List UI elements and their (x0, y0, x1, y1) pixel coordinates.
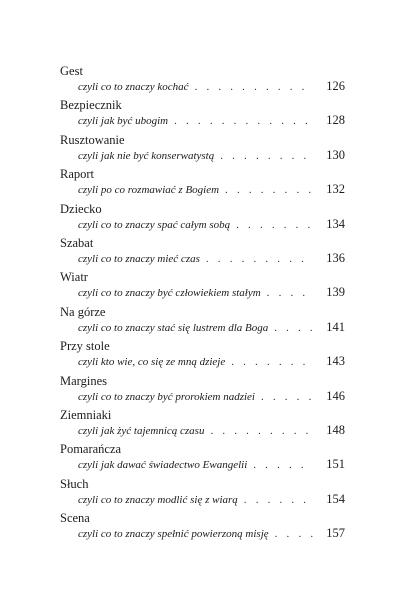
toc-entry[interactable] (60, 98, 345, 132)
entry-subtitle: czyli jak dawać świadectwo Ewangelii (78, 459, 248, 472)
dot-leader (174, 114, 313, 129)
toc-entry[interactable] (60, 64, 345, 98)
entry-subline (78, 113, 345, 128)
entry-subline (78, 354, 345, 369)
entry-subtitle: czyli co to znaczy stać się lustrem dla Boga (78, 321, 269, 334)
entry-subline (78, 285, 345, 300)
dot-leader (206, 252, 313, 267)
dot-leader (275, 527, 313, 542)
toc-entry[interactable] (60, 374, 345, 408)
dot-leader (274, 321, 313, 336)
entry-title: Margines (60, 373, 107, 388)
entry-subline (78, 320, 345, 335)
entry-subtitle: czyli co to znaczy być człowiekiem stałym (78, 287, 261, 300)
entry-title: Bezpiecznik (60, 98, 122, 113)
page-number: 146 (326, 388, 345, 403)
entry-subline (78, 389, 345, 404)
entry-subline (78, 251, 345, 266)
entry-subline (78, 182, 345, 197)
page-number: 126 (326, 79, 345, 93)
page-number: 154 (326, 491, 345, 506)
page-number: 151 (326, 457, 345, 472)
entry-title: Dziecko (60, 201, 102, 216)
toc-entry[interactable] (60, 202, 345, 236)
entry-title: Rusztowanie (60, 132, 125, 147)
entry-subline (78, 492, 345, 507)
entry-title: Ziemniaki (60, 407, 112, 422)
dot-leader (195, 80, 313, 95)
entry-subtitle: czyli jak żyć tajemnicą czasu (78, 424, 205, 437)
page-number: 141 (326, 319, 345, 334)
dot-leader (210, 424, 313, 439)
toc-entry[interactable] (60, 167, 345, 201)
entry-subline (78, 457, 345, 472)
toc-entry[interactable] (60, 236, 345, 270)
dot-leader (225, 183, 313, 198)
toc-entry[interactable] (60, 442, 345, 476)
entry-subline (78, 217, 345, 232)
page-number: 143 (326, 354, 345, 369)
entry-subtitle: czyli co to znaczy modlić się z wiarą (78, 493, 238, 506)
entry-subtitle: czyli co to znaczy kochać (78, 81, 189, 93)
dot-leader (253, 458, 313, 473)
entry-subtitle: czyli co to znaczy być prorokiem nadziei (78, 390, 255, 403)
toc-entry[interactable] (60, 133, 345, 167)
entry-title: Raport (60, 167, 95, 182)
entry-title: Na górze (60, 304, 106, 319)
entry-subline (78, 79, 345, 94)
entry-subline (78, 423, 345, 438)
entry-title: Szabat (60, 235, 94, 250)
page-number: 157 (326, 526, 345, 541)
entry-subline (78, 148, 345, 163)
page-number: 132 (326, 182, 345, 197)
dot-leader (261, 390, 313, 405)
entry-title: Słuch (60, 476, 89, 491)
entry-title: Scena (60, 511, 90, 526)
entry-subline (78, 526, 345, 541)
toc-entry[interactable] (60, 477, 345, 511)
entry-subtitle: czyli kto wie, co się ze mną dzieje (78, 356, 226, 369)
entry-subtitle: czyli jak nie być konserwatystą (78, 149, 215, 162)
dot-leader (244, 493, 313, 508)
dot-leader (267, 286, 313, 301)
entry-title: Przy stole (60, 339, 110, 354)
toc-entry[interactable] (60, 305, 345, 339)
entry-title: Pomarańcza (60, 442, 122, 457)
page-number: 128 (326, 113, 345, 128)
entry-subtitle: czyli po co rozmawiać z Bogiem (78, 184, 220, 197)
entry-title: Wiatr (60, 270, 88, 285)
toc-entry[interactable] (60, 511, 345, 545)
toc-entry[interactable] (60, 408, 345, 442)
page-number: 130 (326, 147, 345, 162)
entry-subtitle: czyli co to znaczy mieć czas (78, 252, 200, 265)
toc-entry[interactable] (60, 339, 345, 373)
page-number: 134 (326, 216, 345, 231)
page-number: 148 (326, 422, 345, 437)
page-number: 139 (326, 285, 345, 300)
entry-title: Gest (60, 64, 83, 78)
page-number: 136 (326, 250, 345, 265)
entry-subtitle: czyli jak być ubogim (78, 115, 169, 128)
toc-entry[interactable] (60, 270, 345, 304)
dot-leader (220, 149, 313, 164)
table-of-contents (60, 64, 345, 545)
dot-leader (231, 355, 313, 370)
entry-subtitle: czyli co to znaczy spełnić powierzoną misję (78, 528, 269, 541)
entry-subtitle: czyli co to znaczy spać całym sobą (78, 218, 231, 231)
dot-leader (236, 218, 313, 233)
